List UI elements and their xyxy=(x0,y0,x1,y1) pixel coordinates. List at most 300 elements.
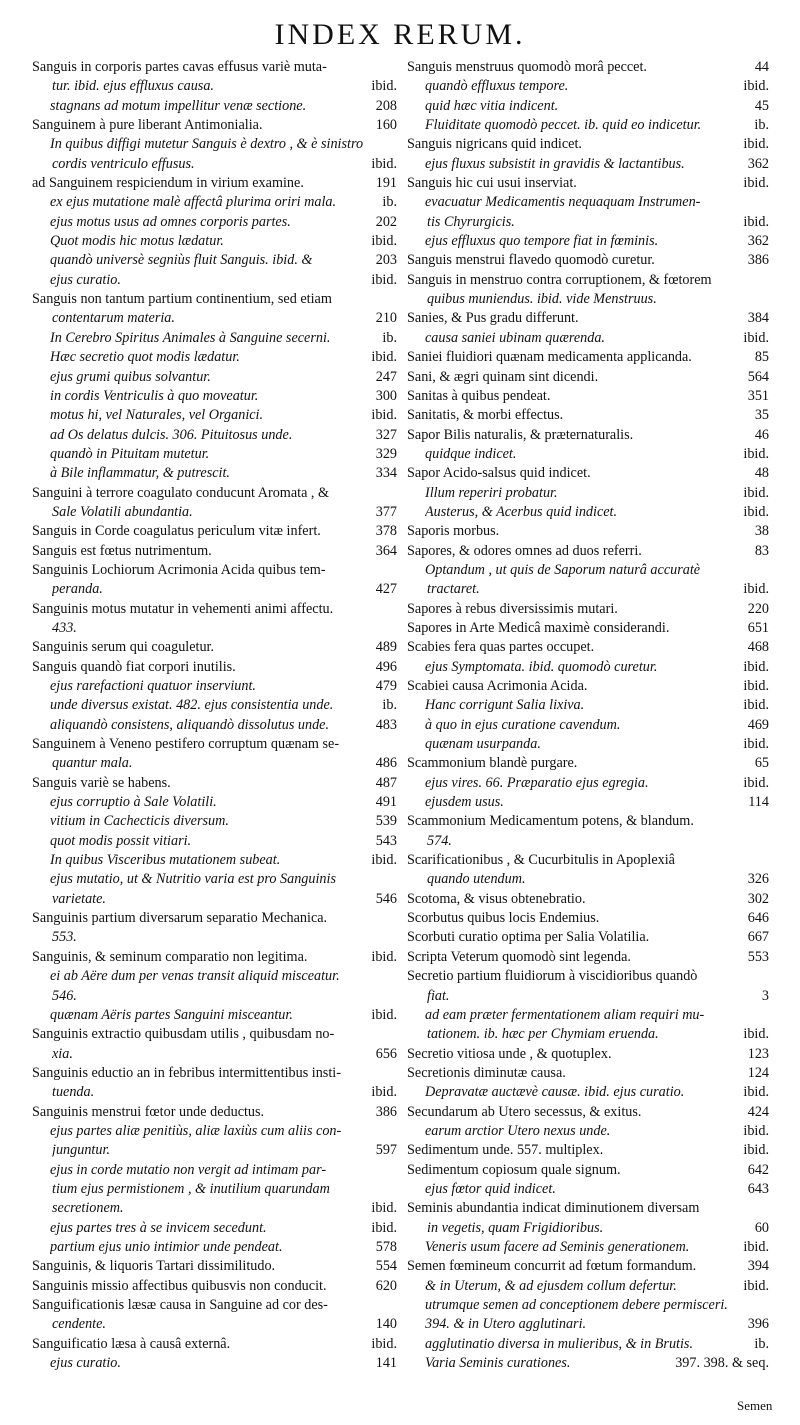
entry-page-ref: 377 xyxy=(375,503,397,520)
entry-page-ref: 35 xyxy=(754,407,769,424)
entry-page-ref: 220 xyxy=(747,600,769,617)
index-entry xyxy=(32,1064,397,1083)
entry-text: tur. ibid. ejus effluxus causa. xyxy=(52,78,214,95)
index-entry xyxy=(407,948,769,967)
entry-page-ref: 564 xyxy=(747,368,769,385)
entry-text: Quot modis hic motus lædatur. xyxy=(50,233,224,250)
entry-text: ejus mutatio, ut & Nutritio varia est pro Sanguinis xyxy=(50,871,336,888)
index-entry xyxy=(32,387,397,406)
entry-page-ref: 386 xyxy=(375,1103,397,1120)
index-entry xyxy=(407,1315,769,1334)
entry-text: quibus muniendus. ibid. vide Menstruus. xyxy=(427,291,657,308)
entry-page-ref: ibid. xyxy=(371,1335,397,1352)
entry-text: quidque indicet. xyxy=(425,445,517,462)
entry-text: Sanguinis Lochiorum Acrimonia Acida quibus tem- xyxy=(32,561,326,578)
entry-page-ref: 329 xyxy=(375,445,397,462)
entry-page-ref: 386 xyxy=(747,252,769,269)
entry-text: quantur mala. xyxy=(52,755,133,772)
index-entry xyxy=(32,580,397,599)
entry-text: Sanguinis, & liquoris Tartari dissimilitudo. xyxy=(32,1258,276,1275)
index-entry xyxy=(32,987,397,1006)
entry-text: Fluiditate quomodò peccet. ib. quid eo indicetur. xyxy=(425,117,702,134)
entry-page-ref: 83 xyxy=(754,542,769,559)
index-entry xyxy=(32,232,397,251)
index-entry xyxy=(32,561,397,580)
index-entry xyxy=(407,967,769,986)
entry-text: Sanguinem à Veneno pestifero corruptum quænam se- xyxy=(32,736,340,753)
entry-text: ejus curatio. xyxy=(50,271,121,288)
entry-text: ejus effluxus quo tempore fiat in fœminis. xyxy=(425,233,659,250)
entry-text: cordis ventriculo effusus. xyxy=(52,155,195,172)
entry-text: Semen fœmineum concurrit ad fœtum formandum. xyxy=(407,1258,697,1275)
entry-text: varietate. xyxy=(52,890,106,907)
entry-text: In Cerebro Spiritus Animales à Sanguine secerni. xyxy=(50,329,331,346)
index-entry xyxy=(407,987,769,1006)
index-entry xyxy=(407,928,769,947)
entry-text: Sanguis menstruus quomodò morâ peccet. xyxy=(407,59,647,75)
index-entry xyxy=(32,1122,397,1141)
index-entry xyxy=(407,251,769,270)
entry-page-ref: ibid. xyxy=(743,581,769,598)
entry-text: Depravatæ auctævè causæ. ibid. ejus curatio. xyxy=(425,1084,685,1101)
entry-text: ejus fluxus subsistit in gravidis & lactantibus. xyxy=(425,155,685,172)
index-entry xyxy=(32,716,397,735)
entry-text: unde diversus existat. 482. ejus consistentia unde. xyxy=(50,697,334,714)
entry-page-ref: ibid. xyxy=(743,1238,769,1255)
entry-page-ref: 539 xyxy=(375,813,397,830)
index-entry xyxy=(407,1103,769,1122)
entry-page-ref: 491 xyxy=(375,794,397,811)
index-entry xyxy=(407,716,769,735)
index-entry xyxy=(32,1277,397,1296)
entry-page-ref: 543 xyxy=(375,832,397,849)
index-entry xyxy=(407,1257,769,1276)
index-entry xyxy=(32,677,397,696)
entry-text: aliquandò consistens, aliquandò dissolutus unde. xyxy=(50,716,330,733)
entry-text: ejus rarefactioni quatuor inserviunt. xyxy=(50,678,256,694)
entry-page-ref: ib. xyxy=(382,697,397,714)
index-entry xyxy=(407,890,769,909)
index-entry xyxy=(32,1025,397,1044)
entry-text: ejus grumi quibus solvantur. xyxy=(50,368,211,385)
entry-page-ref: 114 xyxy=(748,794,769,811)
index-entry xyxy=(32,426,397,445)
index-entry xyxy=(32,851,397,870)
entry-page-ref: ibid. xyxy=(743,1277,769,1294)
entry-text: Sanguis in menstruo contra corruptionem, & fœtorem xyxy=(407,271,712,288)
index-entry xyxy=(407,1161,769,1180)
entry-text: vitium in Cachecticis diversum. xyxy=(50,813,229,830)
entry-page-ref: ib. xyxy=(754,1335,769,1352)
entry-text: ejus vires. 66. Præparatio ejus egregia. xyxy=(425,774,649,791)
entry-text: Sanguificationis læsæ causa in Sanguine ad cor des- xyxy=(32,1297,328,1313)
entry-page-ref: 48 xyxy=(754,465,769,482)
index-entry xyxy=(407,1296,769,1315)
index-entry xyxy=(407,116,769,135)
entry-page-ref: ibid. xyxy=(743,78,769,95)
entry-text: 394. & in Utero agglutinari. xyxy=(425,1316,587,1333)
index-entry xyxy=(32,619,397,638)
entry-text: Sanguificatio læsa à causâ externâ. xyxy=(32,1335,231,1352)
entry-page-ref: 468 xyxy=(747,639,769,656)
entry-text: tuenda. xyxy=(52,1084,95,1101)
catchword: Semen xyxy=(737,1398,773,1413)
entry-text: Seminis abundantia indicat diminutionem diversam xyxy=(407,1200,700,1217)
entry-page-ref: 651 xyxy=(747,619,769,636)
index-entry xyxy=(32,774,397,793)
index-entry xyxy=(32,1141,397,1160)
entry-text: Sanguis nigricans quid indicet. xyxy=(407,136,582,153)
entry-page-ref: 487 xyxy=(375,774,397,791)
index-entry xyxy=(32,1354,397,1373)
index-entry xyxy=(32,600,397,619)
entry-text: Austerus, & Acerbus quid indicet. xyxy=(425,503,618,520)
index-entry xyxy=(32,1335,397,1354)
entry-text: junguntur. xyxy=(52,1142,110,1159)
entry-text: Sapores à rebus diversissimis mutari. xyxy=(407,600,618,617)
entry-text: motus hi, vel Naturales, vel Organici. xyxy=(50,407,264,424)
entry-text: Sanguinis motus mutatur in vehementi animi affectu. xyxy=(32,600,334,617)
entry-text: tractaret. xyxy=(427,581,480,598)
entry-page-ref: 300 xyxy=(375,387,397,404)
index-entry xyxy=(407,1199,769,1218)
entry-page-ref: 496 xyxy=(375,658,397,675)
index-entry xyxy=(407,155,769,174)
entry-page-ref: 656 xyxy=(375,1045,397,1062)
entry-page-ref: 378 xyxy=(375,523,397,540)
index-entry xyxy=(407,1180,769,1199)
entry-text: Illum reperiri probatur. xyxy=(425,484,558,501)
entry-page-ref: 45 xyxy=(754,97,769,114)
entry-page-ref: ibid. xyxy=(743,658,769,675)
entry-page-ref: 160 xyxy=(375,117,397,134)
entry-text: Sanies, & Pus gradu differunt. xyxy=(407,310,579,327)
entry-page-ref: 203 xyxy=(375,252,397,269)
entry-page-ref: 427 xyxy=(375,581,397,598)
entry-page-ref: 38 xyxy=(754,523,769,540)
entry-text: quænam Aëris partes Sanguini misceantur. xyxy=(50,1006,293,1023)
index-entry xyxy=(407,232,769,251)
entry-page-ref: ibid. xyxy=(743,1026,769,1043)
entry-text: Secretio vitiosa unde , & quotuplex. xyxy=(407,1045,612,1062)
entry-page-ref: 334 xyxy=(375,465,397,482)
entry-text: quænam usurpanda. xyxy=(425,736,541,753)
index-entry xyxy=(32,735,397,754)
entry-text: Scotoma, & visus obtenebratio. xyxy=(407,890,586,907)
entry-text: ejus curatio. xyxy=(50,1355,121,1372)
entry-text: quando utendum. xyxy=(427,871,526,888)
index-entry xyxy=(407,542,769,561)
entry-page-ref: 578 xyxy=(375,1238,397,1255)
entry-page-ref: 327 xyxy=(375,426,397,443)
entry-text: 574. xyxy=(427,832,452,849)
index-entry xyxy=(407,1025,769,1044)
index-entry xyxy=(32,890,397,909)
entry-page-ref: ib. xyxy=(754,117,769,134)
entry-text: ad Os delatus dulcis. 306. Pituitosus unde. xyxy=(50,426,293,443)
entry-page-ref: 123 xyxy=(747,1045,769,1062)
index-entry xyxy=(407,832,769,851)
entry-page-ref: 483 xyxy=(375,716,397,733)
index-entry xyxy=(407,619,769,638)
index-entry xyxy=(32,251,397,270)
index-entry xyxy=(32,503,397,522)
index-entry xyxy=(32,309,397,328)
entry-text: In quibus diffigi mutetur Sanguis è dextro , & è sinistro xyxy=(50,136,364,153)
index-entry xyxy=(32,870,397,889)
entry-text: ejus Symptomata. ibid. quomodò curetur. xyxy=(425,658,658,675)
entry-text: Scripta Veterum quomodò sint legenda. xyxy=(407,948,631,965)
index-entry xyxy=(407,1141,769,1160)
index-entry xyxy=(32,928,397,947)
index-entry xyxy=(32,1219,397,1238)
entry-page-ref: ibid. xyxy=(371,271,397,288)
entry-page-ref: ibid. xyxy=(743,1142,769,1159)
index-entry xyxy=(32,445,397,464)
index-entry xyxy=(407,464,769,483)
entry-text: Sanguis in corporis partes cavas effusus variè muta- xyxy=(32,59,327,75)
index-entry xyxy=(407,1006,769,1025)
entry-text: peranda. xyxy=(52,581,103,598)
entry-text: Varia Seminis curationes. xyxy=(425,1355,571,1372)
entry-page-ref: 364 xyxy=(375,542,397,559)
entry-text: ejusdem usus. xyxy=(425,794,504,811)
entry-text: Sapores in Arte Medicâ maximè considerandi. xyxy=(407,619,670,636)
entry-page-ref: 620 xyxy=(375,1277,397,1294)
entry-text: Sanguis quandò fiat corpori inutilis. xyxy=(32,658,236,675)
index-entry xyxy=(407,193,769,212)
entry-text: ejus partes tres à se invicem secedunt. xyxy=(50,1219,267,1236)
index-entry xyxy=(407,387,769,406)
entry-page-ref: 469 xyxy=(747,716,769,733)
entry-page-ref: 210 xyxy=(375,310,397,327)
index-entry xyxy=(32,1238,397,1257)
entry-text: Hæc secretio quot modis lædatur. xyxy=(50,349,240,366)
index-entry xyxy=(407,1064,769,1083)
index-entry xyxy=(407,406,769,425)
entry-text: 553. xyxy=(52,929,77,946)
entry-text: Sanguinem à pure liberant Antimonialia. xyxy=(32,117,263,134)
entry-page-ref: ibid. xyxy=(743,503,769,520)
entry-page-ref: ibid. xyxy=(371,1200,397,1217)
entry-page-ref: ibid. xyxy=(371,349,397,366)
entry-page-ref: ibid. xyxy=(743,697,769,714)
entry-text: Veneris usum facere ad Seminis generationem. xyxy=(425,1238,690,1255)
index-entry xyxy=(32,329,397,348)
index-entry xyxy=(32,58,397,77)
entry-text: Sapores, & odores omnes ad duos referri. xyxy=(407,542,642,559)
entry-text: Sanguinis, & seminum comparatio non legitima. xyxy=(32,948,308,965)
index-entry xyxy=(407,522,769,541)
entry-text: evacuatur Medicamentis nequaquam Instrumen- xyxy=(425,194,701,211)
entry-page-ref: ibid. xyxy=(743,678,769,694)
page-header: INDEX RERUM. xyxy=(274,18,526,51)
entry-page-ref: 141 xyxy=(375,1355,397,1372)
index-entry xyxy=(407,638,769,657)
entry-text: Sanguis non tantum partium continentium, sed etiam xyxy=(32,291,332,308)
index-entry xyxy=(32,77,397,96)
entry-text: Sanguinis extractio quibusdam utilis , quibusdam no- xyxy=(32,1026,335,1043)
entry-text: Sedimentum unde. 557. multiplex. xyxy=(407,1142,604,1159)
index-entry xyxy=(32,97,397,116)
index-entry xyxy=(407,1219,769,1238)
entry-text: ad Sanguinem respiciendum in virium examine. xyxy=(32,175,304,192)
entry-text: à Bile inflammatur, & putrescit. xyxy=(50,465,230,482)
entry-text: quot modis possit vitiari. xyxy=(50,832,192,849)
index-entry xyxy=(407,561,769,580)
index-entry xyxy=(407,677,769,696)
index-entry xyxy=(32,1199,397,1218)
entry-page-ref: 489 xyxy=(375,639,397,656)
entry-page-ref: 553 xyxy=(747,948,769,965)
entry-page-ref: 202 xyxy=(375,213,397,230)
entry-page-ref: 667 xyxy=(747,929,769,946)
index-entry xyxy=(32,1103,397,1122)
entry-text: ejus corruptio à Sale Volatili. xyxy=(50,794,217,811)
index-entry xyxy=(407,348,769,367)
index-entry xyxy=(407,213,769,232)
index-entry xyxy=(32,696,397,715)
index-entry xyxy=(407,445,769,464)
entry-page-ref: 424 xyxy=(747,1103,769,1120)
entry-text: Sedimentum copiosum quale signum. xyxy=(407,1161,621,1178)
index-entry xyxy=(407,1335,769,1354)
index-entry xyxy=(32,1296,397,1315)
entry-text: tationem. ib. hæc per Chymiam eruenda. xyxy=(427,1026,659,1043)
entry-page-ref: 247 xyxy=(375,368,397,385)
entry-page-ref: 3 xyxy=(761,987,769,1004)
entry-page-ref: ibid. xyxy=(371,78,397,95)
index-entry xyxy=(32,793,397,812)
entry-text: Sapor Bilis naturalis, & præternaturalis. xyxy=(407,426,634,443)
entry-page-ref: 643 xyxy=(747,1180,769,1197)
entry-page-ref: ibid. xyxy=(743,484,769,501)
index-entry xyxy=(407,696,769,715)
index-entry xyxy=(32,909,397,928)
index-entry xyxy=(32,1045,397,1064)
index-entry xyxy=(407,870,769,889)
entry-page-ref: ib. xyxy=(382,194,397,211)
index-entry xyxy=(407,290,769,309)
entry-text: in cordis Ventriculis à quo moveatur. xyxy=(50,387,259,404)
index-entry xyxy=(407,851,769,870)
index-entry xyxy=(32,754,397,773)
entry-page-ref: ibid. xyxy=(743,136,769,153)
index-entry xyxy=(32,1315,397,1334)
entry-text: ex ejus mutatione malè affectâ plurima oriri mala. xyxy=(50,194,337,211)
entry-page-ref: ibid. xyxy=(743,213,769,230)
index-entry xyxy=(407,77,769,96)
index-entry xyxy=(407,426,769,445)
index-entry xyxy=(407,580,769,599)
entry-text: Scammonium blandè purgare. xyxy=(407,755,578,772)
entry-text: Sanitas à quibus pendeat. xyxy=(407,387,551,404)
entry-text: ejus partes aliæ penitiùs, aliæ laxiùs cum aliis con- xyxy=(50,1122,342,1139)
entry-page-ref: ibid. xyxy=(371,407,397,424)
entry-text: quandò in Pituitam mutetur. xyxy=(50,445,210,462)
index-entry xyxy=(32,484,397,503)
index-entry xyxy=(407,1277,769,1296)
entry-text: Optandum , ut quis de Saporum naturâ accuratè xyxy=(425,561,701,578)
entry-page-ref: 597 xyxy=(375,1142,397,1159)
entry-text: ei ab Aëre dum per venas transit aliquid misceatur. xyxy=(50,968,340,985)
index-entry xyxy=(407,1354,769,1373)
entry-page-ref: 46 xyxy=(754,426,769,443)
index-entry xyxy=(407,658,769,677)
index-entry xyxy=(407,812,769,831)
entry-text: xia. xyxy=(52,1045,73,1062)
entry-text: Secretio partium fluidiorum à viscidioribus quandò xyxy=(407,968,698,985)
entry-page-ref: ibid. xyxy=(371,1219,397,1236)
entry-text: à quo in ejus curatione cavendum. xyxy=(425,716,621,733)
entry-text: causa saniei ubinam quærenda. xyxy=(425,329,605,346)
entry-page-ref: 208 xyxy=(375,97,397,114)
entry-page-ref: 65 xyxy=(754,755,769,772)
entry-page-ref: ibid. xyxy=(743,1084,769,1101)
entry-text: quandò universè segniùs fluit Sanguis. ibid. & xyxy=(50,252,313,269)
index-entry xyxy=(407,1122,769,1141)
index-entry xyxy=(407,174,769,193)
entry-text: Sanguinis serum qui coaguletur. xyxy=(32,639,215,656)
entry-text: Secretionis diminutæ causa. xyxy=(407,1064,566,1081)
index-entry xyxy=(32,348,397,367)
entry-page-ref: ibid. xyxy=(743,774,769,791)
entry-page-ref: ibid. xyxy=(371,1006,397,1023)
entry-text: Scarificationibus , & Cucurbitulis in Apoplexiâ xyxy=(407,852,675,869)
index-entry xyxy=(407,329,769,348)
entry-text: secretionem. xyxy=(52,1200,124,1217)
entry-text: ad eam præter fermentationem aliam requiri mu- xyxy=(425,1006,705,1023)
index-entry xyxy=(407,1083,769,1102)
entry-text: in vegetis, quam Frigidioribus. xyxy=(427,1219,604,1236)
entry-page-ref: 60 xyxy=(754,1219,769,1236)
entry-text: In quibus Visceribus mutationem subeat. xyxy=(50,852,281,869)
index-entry xyxy=(407,909,769,928)
entry-page-ref: ibid. xyxy=(743,1122,769,1139)
entry-text: Scorbuti curatio optima per Salia Volatilia. xyxy=(407,929,650,946)
entry-text: Sanguis in Corde coagulatus periculum vitæ infert. xyxy=(32,523,321,540)
entry-text: Sanguis hic cui usui inserviat. xyxy=(407,175,577,192)
index-entry xyxy=(32,967,397,986)
index-entry xyxy=(32,116,397,135)
entry-page-ref: 397. 398. & seq. xyxy=(675,1355,769,1372)
index-entry xyxy=(32,1006,397,1025)
entry-page-ref: 326 xyxy=(747,871,769,888)
index-entry xyxy=(32,135,397,154)
index-entry xyxy=(407,271,769,290)
entry-text: fiat. xyxy=(427,987,450,1004)
entry-text: Sanguinis missio affectibus quibusvis non conducit. xyxy=(32,1277,327,1294)
index-column-left xyxy=(32,58,397,1373)
entry-page-ref: ibid. xyxy=(371,1084,397,1101)
entry-text: Sanguinis partium diversarum separatio Mechanica. xyxy=(32,910,328,927)
entry-text: Sanguinis menstrui fœtor unde deductus. xyxy=(32,1103,265,1120)
index-entry xyxy=(407,97,769,116)
entry-page-ref: 124 xyxy=(747,1064,769,1081)
entry-text: utrumque semen ad conceptionem debere permisceri. xyxy=(425,1297,728,1313)
index-entry xyxy=(407,774,769,793)
index-entry xyxy=(407,58,769,77)
entry-text: Sanguinis eductio an in febribus intermittentibus insti- xyxy=(32,1064,341,1081)
index-entry xyxy=(407,1238,769,1257)
entry-page-ref: 646 xyxy=(747,910,769,927)
entry-text: partium ejus unio intimior unde pendeat. xyxy=(50,1238,283,1255)
entry-text: Saniei fluidiori quænam medicamenta applicanda. xyxy=(407,349,692,366)
entry-page-ref: 479 xyxy=(375,678,397,694)
index-entry xyxy=(32,174,397,193)
index-entry xyxy=(32,406,397,425)
entry-page-ref: 191 xyxy=(375,175,397,192)
